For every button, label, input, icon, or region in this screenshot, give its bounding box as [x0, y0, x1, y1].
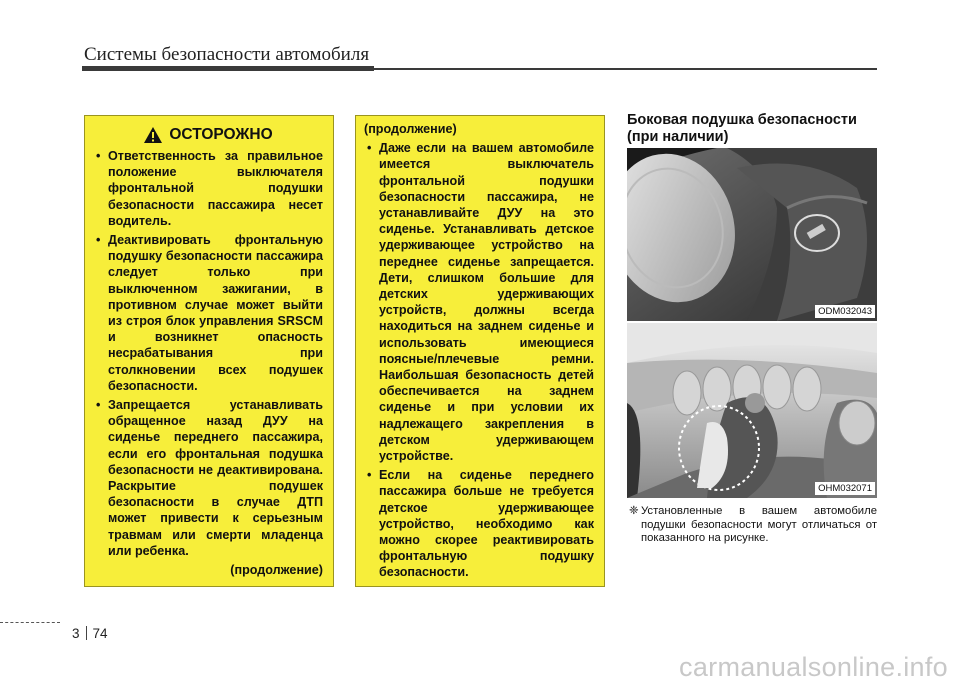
illustration-note	[627, 505, 877, 546]
seat-side-airbag-illustration	[627, 148, 877, 321]
continued-label: (продолжение)	[364, 122, 457, 136]
warning-item: • Запрещается устанавливать обращенное назад ДУУ на сиденье переднего пассажира, если его фронтальная подушка безопасности не деактивирована. Раскрытие подушек безопасности в случае ДТП может привести к серьезным травмам или смерти младенца или ребенка.	[93, 397, 323, 559]
photo-code-label: ODM032043	[815, 305, 875, 318]
note-text: Установленные в вашем автомобиле подушки безопасности могут отличаться от показанного на рисунке.	[641, 505, 877, 544]
cabin-airbags-illustration	[627, 323, 877, 498]
page-number	[72, 626, 108, 641]
section-number: 3	[72, 626, 80, 641]
page-number-separator	[86, 626, 87, 640]
curtain-airbag-photo	[627, 323, 877, 498]
photo-code-label: OHM032071	[815, 482, 875, 495]
seat-airbag-photo	[627, 148, 877, 321]
page-number-value: 74	[92, 626, 108, 641]
warning-box-middle	[355, 115, 605, 587]
footer-rule	[0, 622, 60, 623]
note-mark: ❈	[629, 505, 639, 517]
site-watermark: carmanualsonline.info	[679, 652, 948, 682]
warning-item: • Даже если на вашем автомобиле имеется выключатель фронтальной подушки безопасности пассажира, не устанавливайте ДУУ на это сиденье. Устанавливать детское удерживающее устройство на переднее сиденье запрещается. Дети, слишком большие для детских удерживающих устройств, должны всегда находиться на заднем сиденье и использовать имеющиеся поясные/плечевые ремни. Наибольшая безопасность детей обеспечивается на заднем сиденье и при условии их надлежащего закрепления в детском удерживающем устройстве.	[364, 140, 594, 464]
warning-triangle-icon	[143, 126, 163, 144]
section-heading: Боковая подушка безопасности (при наличии)	[627, 112, 857, 145]
warning-item: • Деактивировать фронтальную подушку безопасности пассажира следует только при выключенном зажигании, в противном случае может выйти из строя блок управления SRSCM и возникнет опасность несрабатывания при столкновении всех подушек безопасности.	[93, 232, 323, 394]
header-rule-thin	[374, 68, 877, 70]
header-rule-thick	[82, 66, 374, 71]
warning-heading	[93, 126, 323, 144]
page-header-title: Системы безопасности автомобиля	[84, 44, 370, 65]
warning-item: • Если на сиденье переднего пассажира больше не требуется детское удерживающее устройство, необходимо как можно скорее реактивировать фронтальную подушку безопасности.	[364, 467, 594, 580]
warning-heading-text: ОСТОРОЖНО	[169, 125, 273, 143]
warning-box-left	[84, 115, 334, 587]
warning-item: • Ответственность за правильное положение выключателя фронтальной подушки безопасности пассажира несет водитель.	[93, 148, 323, 229]
continued-label: (продолжение)	[230, 563, 323, 578]
